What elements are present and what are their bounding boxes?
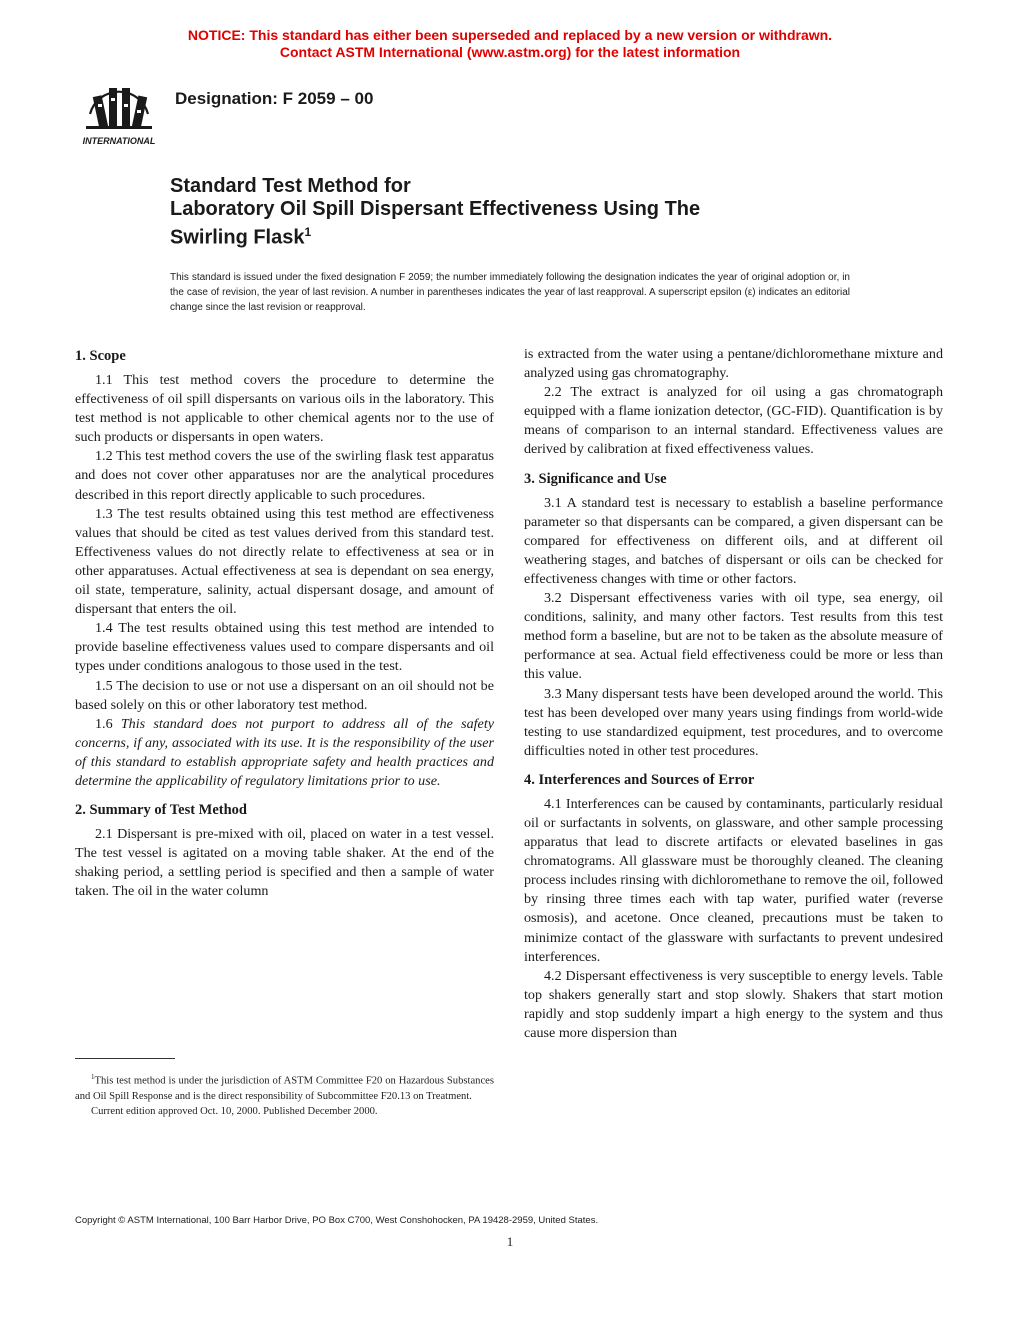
paragraph-2-1: 2.1 Dispersant is pre-mixed with oil, placed on water in a test vessel. The test vessel is agitated on a moving table shaker. At the end of the shaking period, a settling period is specified and then a sample of water taken. The oil in the water column (75, 826, 494, 900)
footnote-ref: 1 (91, 1073, 95, 1081)
paragraph-3-1: 3.1 A standard test is necessary to establish a baseline performance parameter so that dispersants can be compared, a given dispersant can be compared for effectiveness on different oils, and at different oil weathering stages, and batches of dispersant or oils can be checked for effectiveness changes with time or other factors. (524, 494, 943, 587)
designation: Designation: F 2059 – 00 (175, 89, 374, 108)
paragraph-2-2: 2.2 The extract is analyzed for oil using a gas chromatograph equipped with a flame ionization detector, (GC-FID). Quantification is by means of comparison to an internal standard. Effectiveness values are derived by calibration at fixed effectiveness values. (524, 384, 943, 458)
section-heading-interferences: 4. Interferences and Sources of Error (524, 771, 755, 788)
footnote-edition: Current edition approved Oct. 10, 2000. Published December 2000. (91, 1105, 378, 1117)
notice-line-2: Contact ASTM International (www.astm.org) for the latest information (279, 44, 741, 60)
section-heading-summary: 2. Summary of Test Method (75, 802, 247, 819)
withdrawn-notice (0, 27, 1020, 61)
paragraph-1-2: 1.2 This test method covers the use of the swirling flask test apparatus and does not cover other apparatuses nor are the analytical procedures described in this report directly applicable to such procedures. (75, 448, 494, 503)
astm-logo-icon (76, 74, 162, 150)
paragraph-1-6-text: This standard does not purport to address all of the safety concerns, if any, associated with its use. It is the responsibility of the user of this standard to establish appropriate safety and health practices and determine the applicability of regulatory limitations prior to use. (75, 715, 494, 789)
paragraph-3-2: 3.2 Dispersant effectiveness varies with oil type, sea energy, oil conditions, salinity, and many other factors. Test results from this test method form a baseline, but are not to be taken as the absolute measure of performance at sea. Actual field effectiveness could be more or less than this value. (524, 590, 943, 683)
section-heading-scope: 1. Scope (75, 348, 126, 364)
copyright-line: Copyright © ASTM International, 100 Barr Harbor Drive, PO Box C700, West Conshohocken, PA 19428-2959, United States. (75, 1215, 599, 1226)
page-number: 1 (506, 1234, 514, 1249)
title-line-3-text: Swirling Flask (170, 226, 305, 249)
paragraph-1-6-number: 1.6 (95, 715, 113, 732)
footnote-1 (75, 1070, 494, 1104)
footnote (75, 1070, 494, 1119)
document-title (170, 175, 890, 250)
paragraph-1-3: 1.3 The test results obtained using this test method are effectiveness values that should be cited as test values derived from this standard test. Effectiveness values do not directly relate to effectiveness at sea or in other apparatuses. Actual effectiveness at sea is dependant on sea energy, oil state, temperature, salinity, actual dispersant dosage, and amount of dispersant that enters the oil. (75, 505, 494, 618)
title-line-1: Standard Test Method for (170, 175, 411, 197)
paragraph-1-6 (75, 715, 494, 791)
paragraph-1-5: 1.5 The decision to use or not use a dispersant on an oil should not be based solely on this or other laboratory test method. (75, 677, 494, 713)
paragraph-4-1: 4.1 Interferences can be caused by contaminants, particularly residual oil or surfactants in solvents, on glassware, and other sample processing apparatus that lead to discrete artifacts or elevated baselines in gas chromatograms. All glassware must be thoroughly cleaned. The cleaning process includes rinsing with dichloromethane to remove the oil, followed by rinsing three times each with tap water, purified water (reverse osmosis), and acetone. Once cleaned, precautions must be taken to minimize contact of the glassware with surfactants to prevent undesired interferences. (524, 795, 943, 965)
title-line-3 (170, 221, 890, 250)
footnote-divider (75, 1058, 175, 1059)
notice-line-1: NOTICE: This standard has either been superseded and replaced by a new version or withdrawn. (187, 27, 833, 43)
right-column (524, 345, 943, 1043)
footnote-text: This test method is under the jurisdiction of ASTM Committee F20 on Hazardous Substances and Oil Spill Response and is the direct responsibility of Subcommittee F20.13 on Treatment. (75, 1075, 494, 1102)
paragraph-3-3: 3.3 Many dispersant tests have been developed around the world. This test has been developed over many years using findings from world-wide testing to use standardized equipment, test procedures, and to overcome difficulties noted in other test procedures. (524, 685, 943, 759)
issued-note: This standard is issued under the fixed designation F 2059; the number immediately following the designation indicates the year of original adoption or, in the case of revision, the year of last revision. A number in parentheses indicates the year of last reapproval. A superscript epsilon (ε) indicates an editorial change since the last revision or reapproval. (170, 272, 850, 313)
paragraph-1-4: 1.4 The test results obtained using this test method are intended to provide baseline effectiveness values used to compare dispersants and oil types under conditions analogous to those used in the test. (75, 620, 494, 675)
logo-wordmark: INTERNATIONAL (82, 136, 156, 146)
title-footnote-ref: 1 (304, 225, 312, 239)
paragraph-1-1: 1.1 This test method covers the procedure to determine the effectiveness of oil spill dispersants on various oils in the laboratory. This test method is not applicable to other chemical agents nor to the use of such products or dispersants in open waters. (75, 372, 494, 446)
paragraph-4-2: 4.2 Dispersant effectiveness is very susceptible to energy levels. Table top shakers generally start and stop slowly. Shakers that start motion rapidly and stop suddenly impart a high energy to the system and thus cause more dispersion than (524, 967, 943, 1041)
section-heading-significance: 3. Significance and Use (524, 470, 667, 487)
title-line-2: Laboratory Oil Spill Dispersant Effectiveness Using The (170, 198, 701, 220)
left-column (75, 345, 494, 901)
paragraph-2-1-continued: is extracted from the water using a pentane/dichloromethane mixture and analyzed using gas chromatography. (524, 346, 943, 382)
